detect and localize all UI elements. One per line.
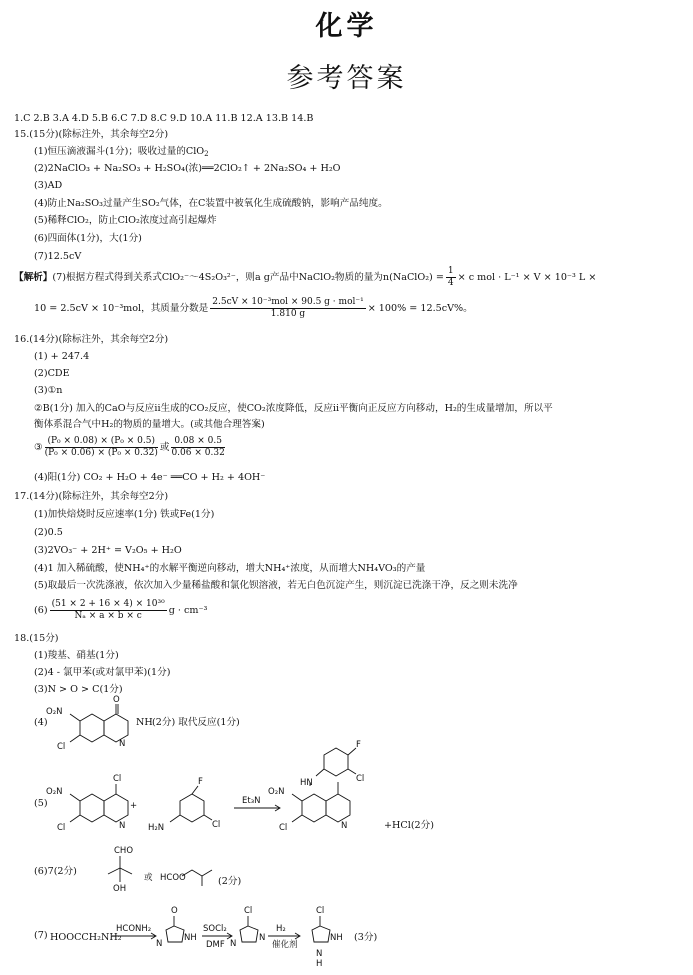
q17-head: 17.(14分)(除标注外，其余每空2分) [14, 491, 169, 502]
q15-line3: (3)AD [34, 180, 63, 191]
page-title: 化学 [315, 11, 378, 42]
q18-head: 18.(15分) [14, 633, 59, 644]
q15-line7: (7)12.5cV [34, 251, 82, 262]
svg-text:HCONH₂: HCONH₂ [116, 924, 152, 934]
svg-text:N: N [119, 821, 126, 831]
svg-text:H: H [316, 959, 323, 969]
page-subtitle: 参考答案 [286, 63, 407, 94]
q15-line2: (2)2NaClO₃ + Na₂SO₃ + H₂SO₄(浓)══2ClO₂↑ + 2Na₂SO₄ + H₂O [34, 163, 341, 174]
svg-text:O: O [113, 695, 120, 705]
mc-answers: 1.C 2.B 3.A 4.D 5.B 6.C 7.D 8.C 9.D 10.A 11.B 12.A 13.B 14.B [14, 113, 314, 124]
aniline-substituent [286, 740, 376, 788]
q15-analysis-2: 10 = 2.5cV × 10⁻³mol，其质量分数是 $\frac{\text{2.5cV × 10⁻³mol × 90.5 g · mol⁻¹}}{1.810 g}$ × 100% = 12.5cV%。 [34, 297, 473, 319]
fraction-1-4: $\frac{1}{4}$ [447, 266, 454, 288]
svg-text:Cl: Cl [244, 906, 253, 916]
q16-line3: (3)①n [34, 385, 63, 396]
q17-line1: (1)加快焙烧时反应速率(1分) 铁或Fe(1分) [34, 509, 215, 520]
svg-text:O₂N: O₂N [46, 787, 63, 797]
svg-text:Et₃N: Et₃N [242, 796, 261, 806]
svg-text:O: O [171, 906, 178, 916]
q17-line2: (2)0.5 [34, 527, 63, 538]
svg-text:催化剂: 催化剂 [272, 940, 298, 950]
q16-line2: (2)CDE [34, 368, 70, 379]
q18-line6-score: (2分) [218, 876, 242, 887]
q18-line1: (1)羧基、硝基(1分) [34, 650, 119, 661]
q18-line4-nh: NH [136, 717, 153, 728]
q17-line6: (6) $\frac{\text{(51 × 2 + 16 × 4) × 10³⁰}}{\text{Nₐ × a × b × c}}$ g · cm⁻³ [34, 599, 208, 621]
svg-text:N: N [230, 939, 237, 949]
svg-text:N: N [259, 933, 266, 943]
svg-text:O₂N: O₂N [268, 787, 285, 797]
q16-line4: ②B(1分) 加入的CaO与反应ii生成的CO₂反应，使CO₂浓度降低，反应ii平衡向正反应方向移动，H₂的生成量增加，所以平 [34, 403, 553, 414]
q18-line5-label: (5) [34, 798, 48, 809]
q18-line4-label: (4) [34, 717, 48, 728]
svg-text:CHO: CHO [114, 846, 134, 856]
fraction-kp-2: $\frac{0.08 \times 0.5}{0.06 \times 0.32}$ [171, 436, 225, 458]
svg-text:HCOO: HCOO [160, 873, 186, 883]
q18-line7-start: HOOCCH₂NH₂ [50, 932, 122, 943]
q15-line5: (5)稀释ClO₂，防止ClO₂浓度过高引起爆炸 [34, 215, 217, 226]
q16-head: 16.(14分)(除标注外，其余每空2分) [14, 334, 169, 345]
svg-text:F: F [356, 740, 361, 750]
quinazolinone-structure [46, 695, 142, 760]
q18-line2: (2)4 - 氯甲苯(或对氯甲苯)(1分) [34, 667, 171, 678]
q16-line5: 衡体系混合气中H₂的物质的量增大。(或其他合理答案) [34, 419, 265, 430]
svg-text:Cl: Cl [57, 823, 66, 833]
q15-line4: (4)防止Na₂SO₃过量产生SO₂气体，在C装置中被氧化生成硫酸钠，影响产品纯度。 [34, 198, 388, 209]
q16-line7: (4)阳(1分) CO₂ + H₂O + 4e⁻ ══CO + H₂ + 4OH⁻ [34, 472, 266, 483]
q15-line6: (6)四面体(1分)，大(1分) [34, 233, 142, 244]
svg-text:Cl: Cl [279, 823, 288, 833]
svg-text:H₂N: H₂N [148, 823, 165, 833]
svg-text:Cl: Cl [212, 820, 221, 830]
fraction-kp-1: $\frac{\text{(P₀ × 0.08) × (P₀ × 0.5)}}{\text{(P₀ × 0.06) × (P₀ × 0.32)}}$ [44, 436, 158, 458]
fraction-mass: $\frac{\text{2.5cV × 10⁻³mol × 90.5 g · mol⁻¹}}{1.810 g}$ [212, 297, 364, 319]
q18-line3: (3)N > O > C(1分) [34, 684, 123, 695]
fraction-density: $\frac{\text{(51 × 2 + 16 × 4) × 10³⁰}}{\text{Nₐ × a × b × c}}$ [51, 599, 165, 621]
svg-text:或: 或 [144, 873, 153, 883]
svg-text:H₂: H₂ [276, 924, 286, 934]
svg-text:Cl: Cl [113, 774, 122, 784]
svg-text:Cl: Cl [316, 906, 325, 916]
q15-analysis-1: 【解析】(7)根据方程式得到关系式ClO₂⁻～4S₂O₃²⁻，则a g产品中NaClO₂物质的量为n(NaClO₂) = $\frac{1}{4}$ × c mol · L⁻¹ × V × 10⁻³ L × [14, 266, 597, 288]
q17-line3: (3)2VO₃⁻ + 2H⁺ = V₂O₅ + H₂O [34, 545, 182, 556]
svg-text:N: N [316, 949, 323, 959]
q16-line6: ③ $\frac{\text{(P₀ × 0.08) × (P₀ × 0.5)}}{\text{(P₀ × 0.06) × (P₀ × 0.32)}}$ 或 $\frac{0.08 \times 0.5}{0.06 \times 0.32}$ [34, 436, 225, 458]
svg-text:F: F [198, 777, 203, 787]
q17-line4: (4)1 加入稀硫酸，使NH₄⁺的水解平衡逆向移动，增大NH₄⁺浓度，从而增大NH₄VO₃的产量 [34, 563, 426, 574]
svg-text:N: N [156, 939, 163, 949]
svg-text:+: + [130, 801, 138, 811]
svg-text:OH: OH [113, 884, 127, 894]
svg-text:Cl: Cl [356, 774, 365, 784]
q15-line1: (1)恒压滴液漏斗(1分)；吸收过量的ClO$_2$ [34, 146, 209, 158]
q17-line5: (5)取最后一次洗涤液，依次加入少量稀盐酸和氯化钡溶液，若无白色沉淀产生，则沉淀已洗涤干净，反之则未洗净 [34, 580, 518, 591]
svg-text:NH: NH [184, 933, 197, 943]
svg-text:SOCl₂: SOCl₂ [203, 924, 227, 934]
q18-line7-label: (7) [34, 930, 48, 941]
svg-text:Cl: Cl [57, 742, 66, 752]
q18-line5-tail: +HCl(2分) [384, 820, 434, 831]
q18-line4-score: (2分) 取代反应(1分) [152, 717, 240, 728]
q15-head: 15.(15分)(除标注外，其余每空2分) [14, 129, 169, 140]
svg-text:N: N [119, 739, 126, 749]
q18-line7-score: (3分) [354, 932, 378, 943]
q16-line1: (1) + 247.4 [34, 351, 90, 362]
svg-text:NH: NH [330, 933, 343, 943]
svg-text:HN: HN [300, 778, 313, 788]
q18-line6-label: (6)7(2分) [34, 866, 77, 877]
svg-text:N: N [341, 821, 348, 831]
svg-text:O₂N: O₂N [46, 707, 63, 717]
svg-text:DMF: DMF [206, 940, 225, 950]
isomer-structures [100, 846, 300, 896]
